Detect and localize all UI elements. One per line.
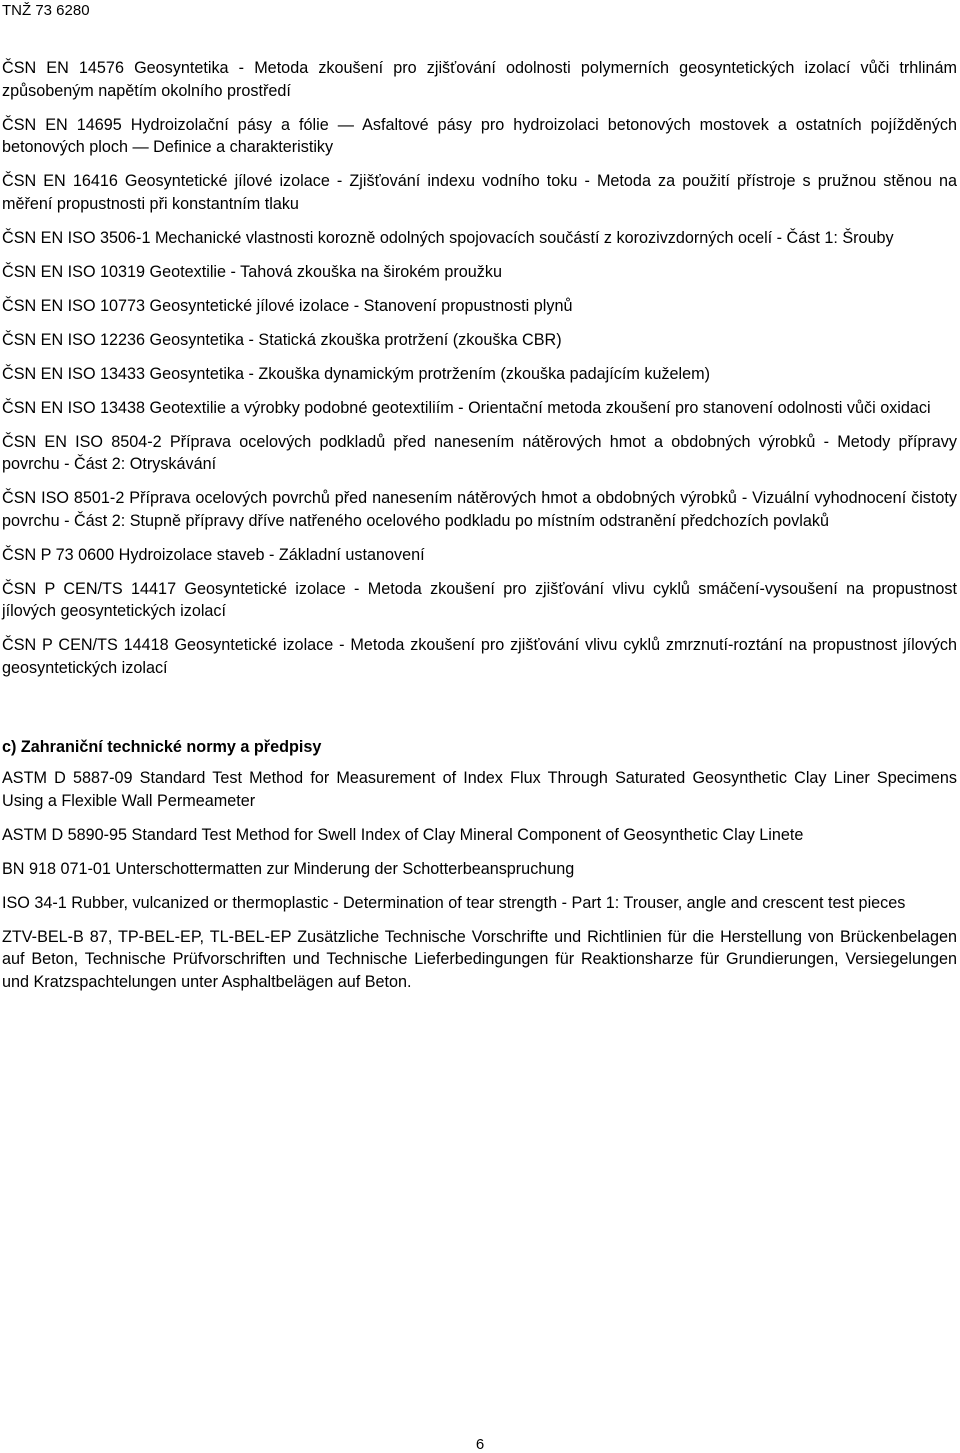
standard-entry: ČSN EN ISO 3506-1 Mechanické vlastnosti korozně odolných spojovacích součástí z korozivzdorných ocelí - Část 1: Šrouby (2, 228, 894, 247)
standard-entry: ČSN ISO 8501-2 Příprava ocelových povrchů před nanesením nátěrových hmot a obdobných výrobků - Vizuální vyhodnocení čistoty povrchu - Část 2: Stupně přípravy dříve natřeného ocelového podkladu po místním odstranění předchozích povlaků (2, 489, 957, 530)
standards-list-foreign (2, 736, 957, 994)
standard-entry: ČSN EN ISO 13433 Geosyntetika - Zkouška dynamickým protržením (zkouška padajícím kuželem) (2, 364, 711, 383)
standard-entry: ASTM D 5890-95 Standard Test Method for Swell Index of Clay Mineral Component of Geosynthetic Clay Linete (2, 825, 804, 844)
standard-entry: ČSN EN 14695 Hydroizolační pásy a fólie — Asfaltové pásy pro hydroizolaci betonových mostovek a ostatních pojížděných betonových ploch — Definice a charakteristiky (2, 115, 957, 156)
standard-entry: ČSN EN ISO 10319 Geotextilie - Tahová zkouška na širokém proužku (2, 262, 502, 281)
page-footer (0, 1436, 960, 1453)
standard-entry: ASTM D 5887-09 Standard Test Method for Measurement of Index Flux Through Saturated Geosynthetic Clay Liner Specimens Using a Flexible Wall Permeameter (2, 769, 957, 810)
standards-list-czech (2, 57, 957, 679)
section-spacer (2, 691, 957, 736)
standard-entry: ČSN P CEN/TS 14417 Geosyntetické izolace - Metoda zkoušení pro zjišťování vlivu cyklů smáčení-vysoušení na propustnost jílových geosyntetických izolací (2, 579, 957, 620)
standard-entry: ČSN P 73 0600 Hydroizolace staveb - Základní ustanovení (2, 545, 425, 564)
standard-entry: ČSN P CEN/TS 14418 Geosyntetické izolace - Metoda zkoušení pro zjišťování vlivu cyklů zmrznutí-roztání na propustnost jílových geosyntetických izolací (2, 636, 957, 677)
standard-entry: BN 918 071-01 Unterschottermatten zur Minderung der Schotterbeanspruchung (2, 859, 575, 878)
standard-entry: ČSN EN ISO 13438 Geotextilie a výrobky podobné geotextiliím - Orientační metoda zkoušení pro stanovení odolnosti vůči oxidaci (2, 398, 931, 417)
section-heading: c) Zahraniční technické normy a předpisy (2, 737, 322, 756)
page-number: 6 (475, 1436, 485, 1453)
standard-entry: ČSN EN 14576 Geosyntetika - Metoda zkoušení pro zjišťování odolnosti polymerních geosyntetických izolací vůči trhlinám způsobeným napětím okolního prostředí (2, 59, 957, 100)
standard-entry: ČSN EN ISO 8504-2 Příprava ocelových podkladů před nanesením nátěrových hmot a obdobných výrobků - Metody přípravy povrchu - Část 2: Otryskávání (2, 432, 957, 473)
standard-entry: ISO 34-1 Rubber, vulcanized or thermoplastic - Determination of tear strength - Part 1: Trouser, angle and crescent test pieces (2, 893, 906, 912)
standard-entry: ČSN EN 16416 Geosyntetické jílové izolace - Zjišťování indexu vodního toku - Metoda za použití přístroje s pružnou stěnou na měření propustnosti při konstantním tlaku (2, 172, 957, 213)
document-header-id: TNŽ 73 6280 (2, 2, 90, 19)
standard-entry: ČSN EN ISO 12236 Geosyntetika - Statická zkouška protržení (zkouška CBR) (2, 330, 562, 349)
document-body (2, 57, 957, 1005)
standard-entry: ČSN EN ISO 10773 Geosyntetické jílové izolace - Stanovení propustnosti plynů (2, 296, 573, 315)
standard-entry: ZTV-BEL-B 87, TP-BEL-EP, TL-BEL-EP Zusätzliche Technische Vorschrifte und Richtlinien für die Herstellung von Brückenbelagen auf Beton, Technische Prüfvorschriften und Technische Lieferbedingungen für Reaktionsharze für Grundierungen, Versiegelungen und Kratzspachtelungen unter Asphaltbelägen auf Beton. (2, 927, 957, 991)
